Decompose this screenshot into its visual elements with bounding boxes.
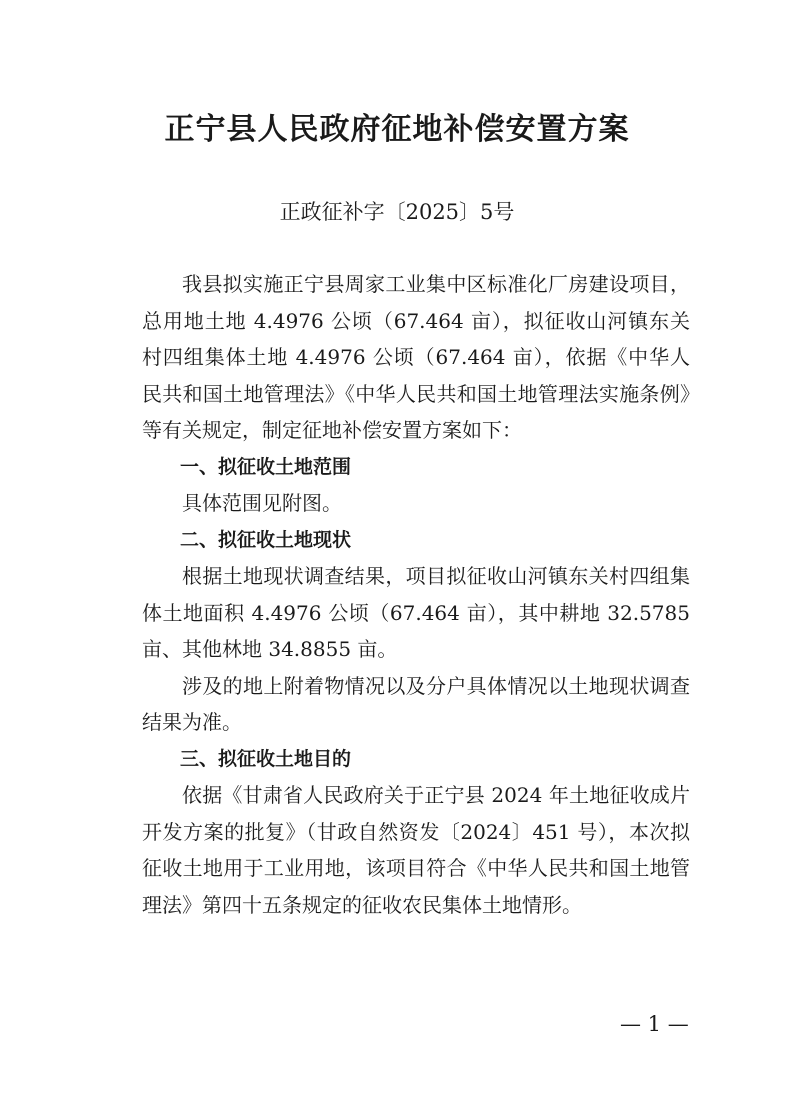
document-body: [142, 266, 690, 923]
section-paragraph-status-1: 根据土地现状调查结果，项目拟征收山河镇东关村四组集体土地面积 4.4976 公顷（67.464 亩），其中耕地 32.5785 亩、其他林地 34.8855 亩。: [142, 564, 690, 661]
page-number: — 1 —: [620, 1012, 689, 1036]
document-number: 正政征补字〔2025〕5号: [279, 200, 515, 224]
section-paragraph-status-2: 涉及的地上附着物情况以及分户具体情况以土地现状调查结果为准。: [142, 673, 690, 734]
section-paragraph-scope: 具体范围见附图。: [182, 491, 342, 515]
document-title: 正宁县人民政府征地补偿安置方案: [164, 112, 630, 147]
section-heading-purpose: 三、拟征收土地目的: [180, 747, 352, 770]
section-heading-scope: 一、拟征收土地范围: [180, 455, 352, 478]
intro-paragraph: 我县拟实施正宁县周家工业集中区标准化厂房建设项目，总用地土地 4.4976 公顷（67.464 亩），拟征收山河镇东关村四组集体土地 4.4976 公顷（67.464 亩），依据《中华人民共和国土地管理法》《中华人民共和国土地管理法实施条例》等有关规定，制定征地补偿安置方案如下：: [142, 272, 690, 442]
section-heading-status: 二、拟征收土地现状: [180, 528, 352, 551]
section-paragraph-purpose: 依据《甘肃省人民政府关于正宁县 2024 年土地征收成片开发方案的批复》（甘政自然资发〔2024〕451 号），本次拟征收土地用于工业用地，该项目符合《中华人民共和国土地管理法》第四十五条规定的征收农民集体土地情形。: [142, 783, 690, 917]
